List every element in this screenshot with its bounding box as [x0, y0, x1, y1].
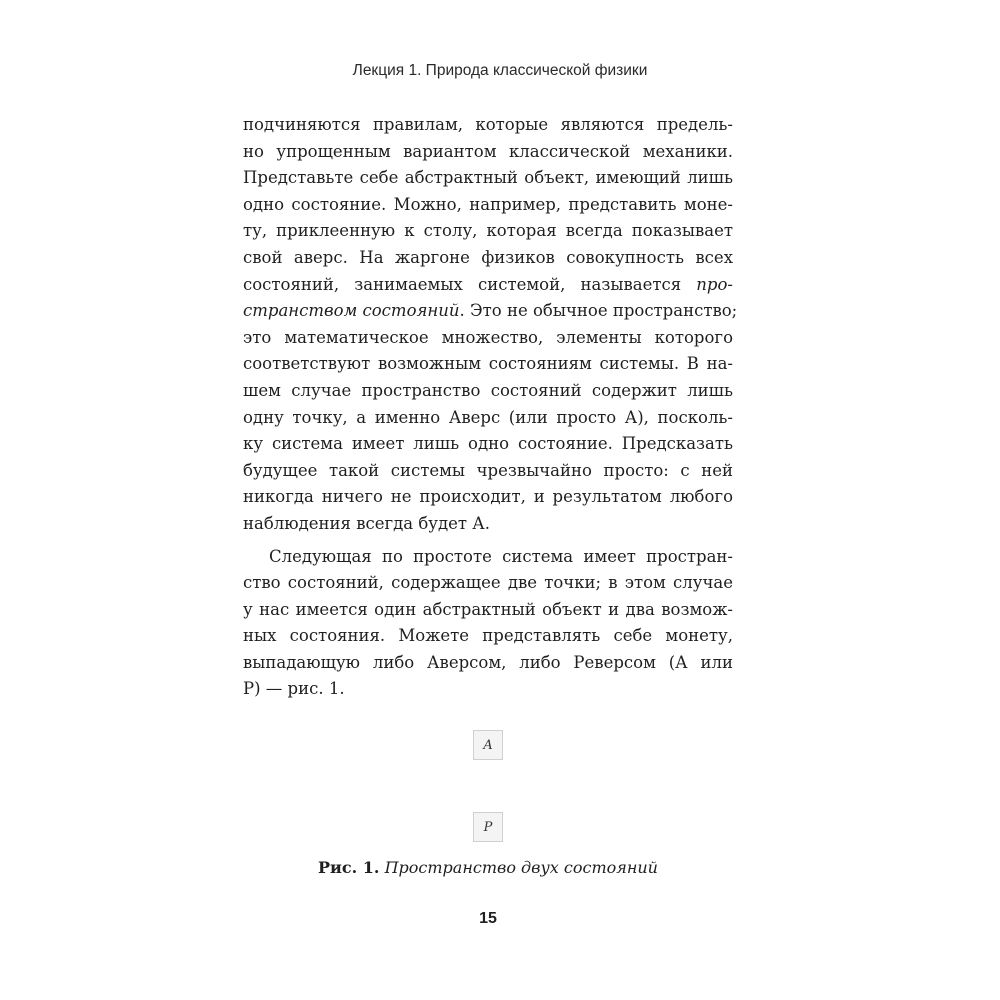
- state-a-box: А: [473, 730, 503, 760]
- caption-label: Рис. 1.: [318, 858, 380, 877]
- text-line: ку система имеет лишь одно состояние. Предсказать: [243, 434, 733, 454]
- text-line: ство состояний, содержащее две точки; в этом случае: [243, 573, 733, 593]
- text-line: Следующая по простоте система имеет простран-: [269, 546, 733, 566]
- text-line: шем случае пространство состояний содержит лишь: [243, 380, 733, 400]
- text-line: это математическое множество, элементы которого: [243, 327, 733, 347]
- italic-term: странством состояний: [243, 301, 460, 321]
- text-line: одно состояние. Можно, например, представить моне-: [243, 194, 733, 214]
- text-line: Представьте себе абстрактный объект, имеющий лишь: [243, 168, 733, 188]
- text-line: у нас имеется один абстрактный объект и два возмож-: [243, 599, 733, 619]
- page-number: 15: [479, 910, 497, 927]
- figure-caption: [0, 858, 976, 877]
- text-line: но упрощенным вариантом классической механики.: [243, 141, 733, 161]
- text-line: [243, 272, 733, 299]
- text-line: никогда ничего не происходит, и результатом любого: [243, 487, 733, 507]
- text-line: подчиняются правилам, которые являются предель-: [243, 115, 733, 134]
- text-segment: . Это не обычное пространство;: [459, 301, 738, 321]
- text-segment: состояний, занимаемых системой, называется: [243, 274, 682, 294]
- text-line: выпадающую либо Аверсом, либо Реверсом (А или: [243, 652, 733, 672]
- caption-title: Пространство двух состояний: [384, 858, 658, 877]
- text-line: ных состояния. Можете представлять себе монету,: [243, 626, 733, 646]
- text-line: одну точку, а именно Аверс (или просто А), посколь-: [243, 407, 733, 427]
- text-line: [243, 298, 738, 325]
- text-line: ту, приклеенную к столу, которая всегда показывает: [243, 221, 733, 241]
- body-text: [243, 112, 738, 703]
- italic-term: про-: [696, 274, 733, 294]
- state-p-box: Р: [473, 812, 503, 842]
- running-head: Лекция 1. Природа классической физики: [352, 62, 648, 79]
- text-line: будущее такой системы чрезвычайно просто: с ней: [243, 460, 733, 480]
- text-line: свой аверс. На жаргоне физиков совокупность всех: [243, 247, 733, 267]
- text-line: соответствуют возможным состояниям системы. В на-: [243, 354, 733, 374]
- text-line: Р) — рис. 1.: [243, 679, 345, 699]
- text-line: наблюдения всегда будет А.: [243, 513, 491, 533]
